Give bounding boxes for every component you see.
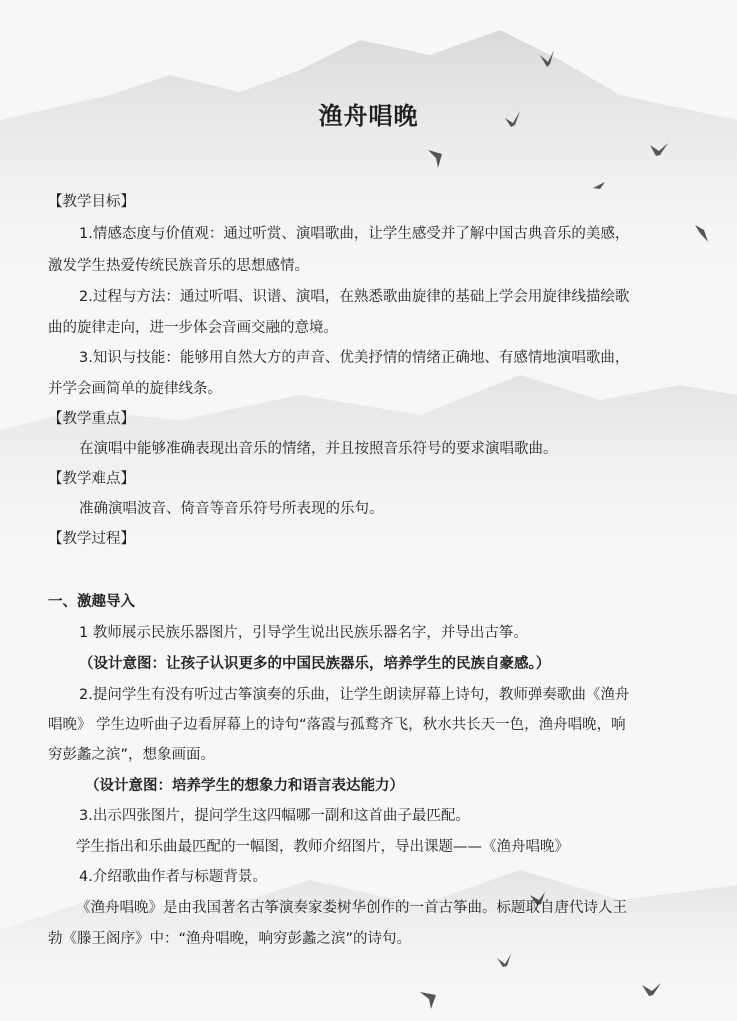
- step-2-line-3: 穷彭蠡之滨”，想象画面。: [48, 747, 216, 763]
- heading-key-points: 【教学重点】: [48, 411, 135, 427]
- heading-teaching-goals: 【教学目标】: [48, 194, 135, 210]
- step-3-text: 3.出示四张图片，提问学生这四幅哪一副和这首曲子最匹配。: [79, 808, 470, 824]
- design-intent-1: （设计意图：让孩子认识更多的中国民族器乐，培养学生的民族自豪感。）: [79, 656, 551, 672]
- key-points-text: 在演唱中能够准确表现出音乐的情绪，并且按照音乐符号的要求演唱歌曲。: [79, 441, 558, 457]
- goal-3-line-2: 并学会画简单的旋律线条。: [48, 381, 222, 397]
- difficulties-text: 准确演唱波音、倚音等音乐符号所表现的乐句。: [79, 501, 384, 517]
- step-2-line-1: 2.提问学生有没有听过古筝演奏的乐曲，让学生朗读屏幕上诗句，教师弹奏歌曲《渔舟: [79, 687, 630, 703]
- heading-process: 【教学过程】: [48, 531, 135, 547]
- goal-1-line-1: 1.情感态度与价值观：通过听赏、演唱歌曲，让学生感受并了解中国古典音乐的美感，: [79, 226, 630, 242]
- step-4-text: 4.介绍歌曲作者与标题背景。: [79, 869, 267, 885]
- step-2-line-2: 唱晚》 学生边听曲子边看屏幕上的诗句“落霞与孤鹜齐飞，秋水共长天一色，渔舟唱晚，响: [48, 717, 626, 733]
- document-title: 渔舟唱晚: [318, 101, 419, 130]
- goal-2-line-2: 曲的旋律走向，进一步体会音画交融的意境。: [48, 320, 338, 336]
- background-line-2: 勃《滕王阁序》中：“渔舟唱晚，响穷彭蠡之滨”的诗句。: [48, 931, 412, 947]
- heading-difficulties: 【教学难点】: [48, 471, 135, 487]
- background-line-1: 《渔舟唱晚》是由我国著名古筝演奏家娄树华创作的一首古筝曲。标题取自唐代诗人王: [76, 900, 627, 916]
- section-intro-heading: 一、激趣导入: [48, 594, 135, 610]
- goal-1-line-2: 激发学生热爱传统民族音乐的思想感情。: [48, 258, 309, 274]
- step-3-followup: 学生指出和乐曲最匹配的一幅图，教师介绍图片，导出课题——《渔舟唱晚》: [76, 839, 569, 855]
- goal-2-line-1: 2.过程与方法：通过听唱、识谱、演唱，在熟悉歌曲旋律的基础上学会用旋律线描绘歌: [79, 289, 630, 305]
- goal-3-line-1: 3.知识与技能：能够用自然大方的声音、优美抒情的情绪正确地、有感情地演唱歌曲，: [79, 350, 630, 366]
- step-1-text: 1 教师展示民族乐器图片，引导学生说出民族乐器名字，并导出古筝。: [79, 625, 528, 641]
- design-intent-2: （设计意图：培养学生的想象力和语言表达能力）: [85, 778, 404, 794]
